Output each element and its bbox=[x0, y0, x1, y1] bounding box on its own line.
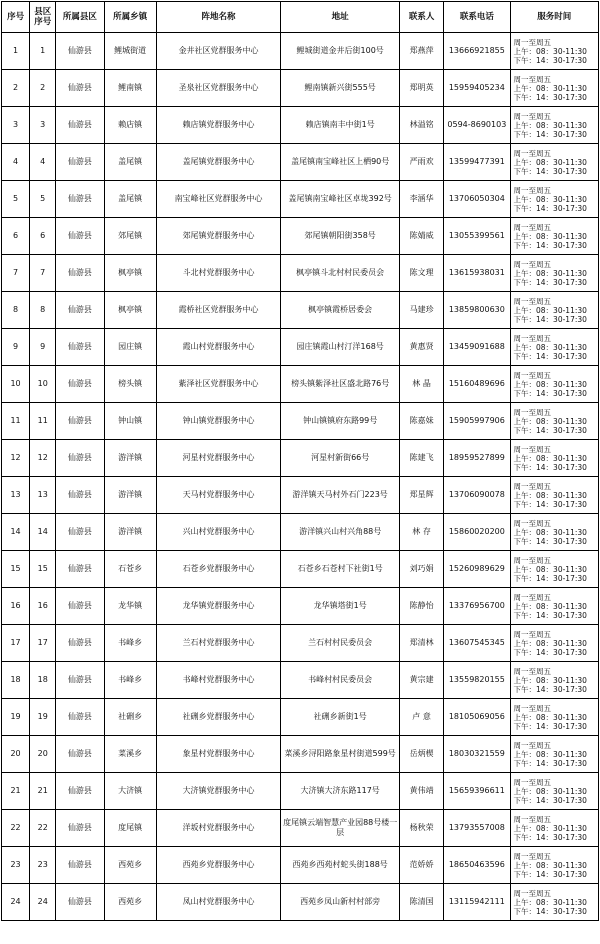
cell-county: 仙游县 bbox=[56, 551, 104, 588]
cell-site-name: 兴山村党群服务中心 bbox=[156, 514, 281, 551]
cell-no: 11 bbox=[2, 403, 30, 440]
cell-phone: 15659396611 bbox=[444, 773, 510, 810]
table-row bbox=[2, 329, 599, 366]
table-row bbox=[2, 33, 599, 70]
cell-phone: 13459091688 bbox=[444, 329, 510, 366]
cell-hours: 周一至周五 上午：08：30-11:30 下午：14：30-17:30 bbox=[510, 181, 598, 218]
cell-address: 兰石村村民委员会 bbox=[281, 625, 400, 662]
cell-address: 菜溪乡浔阳路象星村街道599号 bbox=[281, 736, 400, 773]
cell-phone: 13859800630 bbox=[444, 292, 510, 329]
cell-county: 仙游县 bbox=[56, 70, 104, 107]
cell-hours: 周一至周五 上午：08：30-11:30 下午：14：30-17:30 bbox=[510, 736, 598, 773]
cell-site-name: 象星村党群服务中心 bbox=[156, 736, 281, 773]
cell-hours: 周一至周五 上午：08：30-11:30 下午：14：30-17:30 bbox=[510, 329, 598, 366]
cell-town: 钟山镇 bbox=[104, 403, 156, 440]
cell-county: 仙游县 bbox=[56, 625, 104, 662]
cell-address: 盖尾镇南宝峰社区卓垅392号 bbox=[281, 181, 400, 218]
cell-address: 枫亭镇霞桥居委会 bbox=[281, 292, 400, 329]
header-town: 所属乡镇 bbox=[104, 2, 156, 33]
cell-address: 社硎乡新街1号 bbox=[281, 699, 400, 736]
cell-hours: 周一至周五 上午：08：30-11:30 下午：14：30-17:30 bbox=[510, 773, 598, 810]
cell-county-no: 6 bbox=[30, 218, 56, 255]
cell-hours: 周一至周五 上午：08：30-11:30 下午：14：30-17:30 bbox=[510, 292, 598, 329]
cell-contact: 黄宗建 bbox=[399, 662, 443, 699]
cell-town: 度尾镇 bbox=[104, 810, 156, 847]
cell-town: 枫亭镇 bbox=[104, 255, 156, 292]
cell-town: 园庄镇 bbox=[104, 329, 156, 366]
cell-site-name: 石苍乡党群服务中心 bbox=[156, 551, 281, 588]
cell-site-name: 河星村党群服务中心 bbox=[156, 440, 281, 477]
cell-contact: 陈文理 bbox=[399, 255, 443, 292]
cell-phone: 15905997906 bbox=[444, 403, 510, 440]
cell-county: 仙游县 bbox=[56, 884, 104, 921]
cell-address: 鲤城街道金井后街100号 bbox=[281, 33, 400, 70]
cell-no: 8 bbox=[2, 292, 30, 329]
cell-contact: 陈建飞 bbox=[399, 440, 443, 477]
cell-county-no: 24 bbox=[30, 884, 56, 921]
cell-contact: 陈婧威 bbox=[399, 218, 443, 255]
cell-county: 仙游县 bbox=[56, 144, 104, 181]
cell-contact: 刘巧娟 bbox=[399, 551, 443, 588]
table-row bbox=[2, 699, 599, 736]
cell-county-no: 23 bbox=[30, 847, 56, 884]
cell-hours: 周一至周五 上午：08：30-11:30 下午：14：30-17:30 bbox=[510, 514, 598, 551]
table-row bbox=[2, 551, 599, 588]
cell-no: 15 bbox=[2, 551, 30, 588]
cell-phone: 13376956700 bbox=[444, 588, 510, 625]
cell-contact: 严雨欢 bbox=[399, 144, 443, 181]
cell-hours: 周一至周五 上午：08：30-11:30 下午：14：30-17:30 bbox=[510, 403, 598, 440]
cell-site-name: 霞桥社区党群服务中心 bbox=[156, 292, 281, 329]
cell-town: 书峰乡 bbox=[104, 625, 156, 662]
cell-county: 仙游县 bbox=[56, 736, 104, 773]
cell-phone: 18105069056 bbox=[444, 699, 510, 736]
cell-site-name: 斗北村党群服务中心 bbox=[156, 255, 281, 292]
cell-hours: 周一至周五 上午：08：30-11:30 下午：14：30-17:30 bbox=[510, 440, 598, 477]
cell-county-no: 10 bbox=[30, 366, 56, 403]
cell-site-name: 社硎乡党群服务中心 bbox=[156, 699, 281, 736]
cell-site-name: 书峰村党群服务中心 bbox=[156, 662, 281, 699]
cell-site-name: 郊尾镇党群服务中心 bbox=[156, 218, 281, 255]
cell-contact: 陈清国 bbox=[399, 884, 443, 921]
cell-county-no: 20 bbox=[30, 736, 56, 773]
cell-town: 西苑乡 bbox=[104, 847, 156, 884]
table-row bbox=[2, 662, 599, 699]
cell-contact: 郑明英 bbox=[399, 70, 443, 107]
cell-phone: 15959405234 bbox=[444, 70, 510, 107]
cell-phone: 15860020200 bbox=[444, 514, 510, 551]
cell-phone: 13615938031 bbox=[444, 255, 510, 292]
cell-contact: 马建珍 bbox=[399, 292, 443, 329]
cell-no: 5 bbox=[2, 181, 30, 218]
header-county-no: 县区序号 bbox=[30, 2, 56, 33]
cell-site-name: 南宝峰社区党群服务中心 bbox=[156, 181, 281, 218]
cell-contact: 黄伟靖 bbox=[399, 773, 443, 810]
cell-county: 仙游县 bbox=[56, 107, 104, 144]
cell-contact: 郑燕萍 bbox=[399, 33, 443, 70]
cell-site-name: 紫泽社区党群服务中心 bbox=[156, 366, 281, 403]
cell-town: 龙华镇 bbox=[104, 588, 156, 625]
header-contact: 联系人 bbox=[399, 2, 443, 33]
cell-hours: 周一至周五 上午：08：30-11:30 下午：14：30-17:30 bbox=[510, 810, 598, 847]
cell-town: 书峰乡 bbox=[104, 662, 156, 699]
table-row bbox=[2, 440, 599, 477]
table-row bbox=[2, 255, 599, 292]
cell-county-no: 21 bbox=[30, 773, 56, 810]
cell-contact: 卢 意 bbox=[399, 699, 443, 736]
cell-town: 菜溪乡 bbox=[104, 736, 156, 773]
table-row bbox=[2, 847, 599, 884]
cell-phone: 15260989629 bbox=[444, 551, 510, 588]
cell-town: 游洋镇 bbox=[104, 514, 156, 551]
cell-phone: 13793557008 bbox=[444, 810, 510, 847]
cell-no: 13 bbox=[2, 477, 30, 514]
table-row bbox=[2, 514, 599, 551]
cell-site-name: 西苑乡党群服务中心 bbox=[156, 847, 281, 884]
cell-address: 度尾镇云端智慧产业园88号楼一层 bbox=[281, 810, 400, 847]
cell-no: 21 bbox=[2, 773, 30, 810]
table-row bbox=[2, 477, 599, 514]
cell-hours: 周一至周五 上午：08：30-11:30 下午：14：30-17:30 bbox=[510, 551, 598, 588]
cell-town: 郊尾镇 bbox=[104, 218, 156, 255]
cell-address: 榜头镇紫泽社区盛北路76号 bbox=[281, 366, 400, 403]
cell-no: 14 bbox=[2, 514, 30, 551]
cell-phone: 13055399561 bbox=[444, 218, 510, 255]
cell-hours: 周一至周五 上午：08：30-11:30 下午：14：30-17:30 bbox=[510, 255, 598, 292]
cell-county: 仙游县 bbox=[56, 477, 104, 514]
cell-address: 书峰村村民委员会 bbox=[281, 662, 400, 699]
cell-address: 园庄镇霞山村汀洋168号 bbox=[281, 329, 400, 366]
cell-no: 17 bbox=[2, 625, 30, 662]
cell-hours: 周一至周五 上午：08：30-11:30 下午：14：30-17:30 bbox=[510, 33, 598, 70]
cell-no: 20 bbox=[2, 736, 30, 773]
cell-phone: 13706090078 bbox=[444, 477, 510, 514]
cell-county-no: 5 bbox=[30, 181, 56, 218]
table-row bbox=[2, 181, 599, 218]
cell-no: 6 bbox=[2, 218, 30, 255]
cell-address: 钟山镇镇府东路99号 bbox=[281, 403, 400, 440]
cell-address: 西苑乡凤山新村村部旁 bbox=[281, 884, 400, 921]
cell-town: 游洋镇 bbox=[104, 440, 156, 477]
cell-hours: 周一至周五 上午：08：30-11:30 下午：14：30-17:30 bbox=[510, 847, 598, 884]
cell-no: 1 bbox=[2, 33, 30, 70]
header-site-name: 阵地名称 bbox=[156, 2, 281, 33]
cell-phone: 15160489696 bbox=[444, 366, 510, 403]
cell-town: 石苍乡 bbox=[104, 551, 156, 588]
cell-contact: 林 存 bbox=[399, 514, 443, 551]
cell-phone: 13666921855 bbox=[444, 33, 510, 70]
table-row bbox=[2, 810, 599, 847]
table-row bbox=[2, 70, 599, 107]
cell-county: 仙游县 bbox=[56, 366, 104, 403]
cell-no: 16 bbox=[2, 588, 30, 625]
cell-county-no: 2 bbox=[30, 70, 56, 107]
cell-county: 仙游县 bbox=[56, 662, 104, 699]
cell-town: 榜头镇 bbox=[104, 366, 156, 403]
cell-address: 大济镇大济东路117号 bbox=[281, 773, 400, 810]
cell-town: 盖尾镇 bbox=[104, 181, 156, 218]
cell-site-name: 大济镇党群服务中心 bbox=[156, 773, 281, 810]
cell-county: 仙游县 bbox=[56, 773, 104, 810]
cell-county: 仙游县 bbox=[56, 329, 104, 366]
cell-no: 12 bbox=[2, 440, 30, 477]
cell-hours: 周一至周五 上午：08：30-11:30 下午：14：30-17:30 bbox=[510, 218, 598, 255]
cell-town: 盖尾镇 bbox=[104, 144, 156, 181]
cell-address: 龙华镇塔街1号 bbox=[281, 588, 400, 625]
cell-address: 游洋镇兴山村兴角88号 bbox=[281, 514, 400, 551]
cell-town: 鲤南镇 bbox=[104, 70, 156, 107]
cell-county: 仙游县 bbox=[56, 810, 104, 847]
cell-county: 仙游县 bbox=[56, 699, 104, 736]
cell-town: 西苑乡 bbox=[104, 884, 156, 921]
cell-no: 3 bbox=[2, 107, 30, 144]
table-row bbox=[2, 773, 599, 810]
cell-county: 仙游县 bbox=[56, 440, 104, 477]
cell-hours: 周一至周五 上午：08：30-11:30 下午：14：30-17:30 bbox=[510, 662, 598, 699]
cell-address: 郊尾镇朝阳街358号 bbox=[281, 218, 400, 255]
cell-county-no: 18 bbox=[30, 662, 56, 699]
cell-county-no: 19 bbox=[30, 699, 56, 736]
header-no: 序号 bbox=[2, 2, 30, 33]
cell-address: 游洋镇天马村外石门223号 bbox=[281, 477, 400, 514]
cell-hours: 周一至周五 上午：08：30-11:30 下午：14：30-17:30 bbox=[510, 625, 598, 662]
cell-town: 赖店镇 bbox=[104, 107, 156, 144]
header-phone: 联系电话 bbox=[444, 2, 510, 33]
table-row bbox=[2, 218, 599, 255]
cell-phone: 13559820155 bbox=[444, 662, 510, 699]
table-row bbox=[2, 144, 599, 181]
cell-contact: 郑清林 bbox=[399, 625, 443, 662]
cell-county-no: 1 bbox=[30, 33, 56, 70]
cell-hours: 周一至周五 上午：08：30-11:30 下午：14：30-17:30 bbox=[510, 588, 598, 625]
cell-contact: 林溢铭 bbox=[399, 107, 443, 144]
cell-county-no: 22 bbox=[30, 810, 56, 847]
cell-no: 9 bbox=[2, 329, 30, 366]
cell-site-name: 凤山村党群服务中心 bbox=[156, 884, 281, 921]
cell-county-no: 9 bbox=[30, 329, 56, 366]
cell-contact: 岳炳楔 bbox=[399, 736, 443, 773]
cell-phone: 13599477391 bbox=[444, 144, 510, 181]
cell-phone: 13115942111 bbox=[444, 884, 510, 921]
cell-hours: 周一至周五 上午：08：30-11:30 下午：14：30-17:30 bbox=[510, 70, 598, 107]
header-hours: 服务时间 bbox=[510, 2, 598, 33]
cell-county-no: 12 bbox=[30, 440, 56, 477]
cell-address: 盖尾镇南宝峰社区上栖90号 bbox=[281, 144, 400, 181]
header-row bbox=[2, 2, 599, 33]
table-row bbox=[2, 588, 599, 625]
cell-hours: 周一至周五 上午：08：30-11:30 下午：14：30-17:30 bbox=[510, 107, 598, 144]
cell-contact: 陈嘉妹 bbox=[399, 403, 443, 440]
cell-county: 仙游县 bbox=[56, 588, 104, 625]
cell-no: 10 bbox=[2, 366, 30, 403]
table-row bbox=[2, 625, 599, 662]
cell-no: 19 bbox=[2, 699, 30, 736]
cell-county: 仙游县 bbox=[56, 403, 104, 440]
table-row bbox=[2, 403, 599, 440]
cell-site-name: 天马村党群服务中心 bbox=[156, 477, 281, 514]
cell-no: 22 bbox=[2, 810, 30, 847]
cell-county: 仙游县 bbox=[56, 33, 104, 70]
cell-county-no: 11 bbox=[30, 403, 56, 440]
cell-contact: 杨秋荣 bbox=[399, 810, 443, 847]
table-row bbox=[2, 107, 599, 144]
cell-hours: 周一至周五 上午：08：30-11:30 下午：14：30-17:30 bbox=[510, 366, 598, 403]
cell-county: 仙游县 bbox=[56, 292, 104, 329]
cell-county-no: 7 bbox=[30, 255, 56, 292]
cell-site-name: 龙华镇党群服务中心 bbox=[156, 588, 281, 625]
cell-phone: 0594-8690103 bbox=[444, 107, 510, 144]
cell-county-no: 16 bbox=[30, 588, 56, 625]
cell-county-no: 15 bbox=[30, 551, 56, 588]
cell-phone: 13607545345 bbox=[444, 625, 510, 662]
table-row bbox=[2, 884, 599, 921]
cell-contact: 李涵华 bbox=[399, 181, 443, 218]
cell-town: 鲤城街道 bbox=[104, 33, 156, 70]
cell-phone: 18959527899 bbox=[444, 440, 510, 477]
cell-contact: 范娇娇 bbox=[399, 847, 443, 884]
cell-hours: 周一至周五 上午：08：30-11:30 下午：14：30-17:30 bbox=[510, 477, 598, 514]
cell-address: 石苍乡石苍村下社街1号 bbox=[281, 551, 400, 588]
table-row bbox=[2, 366, 599, 403]
cell-address: 枫亭镇斗北村村民委员会 bbox=[281, 255, 400, 292]
cell-town: 游洋镇 bbox=[104, 477, 156, 514]
cell-no: 2 bbox=[2, 70, 30, 107]
cell-address: 西苑乡西苑村蛇头街188号 bbox=[281, 847, 400, 884]
cell-no: 18 bbox=[2, 662, 30, 699]
cell-town: 大济镇 bbox=[104, 773, 156, 810]
table-body bbox=[2, 33, 599, 921]
cell-county: 仙游县 bbox=[56, 847, 104, 884]
cell-site-name: 钟山镇党群服务中心 bbox=[156, 403, 281, 440]
cell-site-name: 金井社区党群服务中心 bbox=[156, 33, 281, 70]
cell-address: 鲤南镇新兴街555号 bbox=[281, 70, 400, 107]
cell-no: 24 bbox=[2, 884, 30, 921]
cell-county: 仙游县 bbox=[56, 514, 104, 551]
cell-site-name: 圣泉社区党群服务中心 bbox=[156, 70, 281, 107]
cell-phone: 18030321559 bbox=[444, 736, 510, 773]
cell-county-no: 13 bbox=[30, 477, 56, 514]
cell-town: 枫亭镇 bbox=[104, 292, 156, 329]
cell-county-no: 17 bbox=[30, 625, 56, 662]
cell-hours: 周一至周五 上午：08：30-11:30 下午：14：30-17:30 bbox=[510, 884, 598, 921]
cell-county-no: 14 bbox=[30, 514, 56, 551]
cell-contact: 黄惠贤 bbox=[399, 329, 443, 366]
cell-contact: 林 晶 bbox=[399, 366, 443, 403]
cell-site-name: 兰石村党群服务中心 bbox=[156, 625, 281, 662]
cell-county-no: 4 bbox=[30, 144, 56, 181]
cell-hours: 周一至周五 上午：08：30-11:30 下午：14：30-17:30 bbox=[510, 699, 598, 736]
cell-town: 社硎乡 bbox=[104, 699, 156, 736]
cell-county-no: 3 bbox=[30, 107, 56, 144]
cell-no: 4 bbox=[2, 144, 30, 181]
service-site-table bbox=[1, 1, 599, 921]
header-address: 地址 bbox=[281, 2, 400, 33]
cell-contact: 陈静怡 bbox=[399, 588, 443, 625]
table-row bbox=[2, 736, 599, 773]
cell-site-name: 洋坂村党群服务中心 bbox=[156, 810, 281, 847]
cell-county: 仙游县 bbox=[56, 181, 104, 218]
cell-site-name: 霞山村党群服务中心 bbox=[156, 329, 281, 366]
cell-site-name: 盖尾镇党群服务中心 bbox=[156, 144, 281, 181]
cell-county-no: 8 bbox=[30, 292, 56, 329]
header-county: 所属县区 bbox=[56, 2, 104, 33]
cell-county: 仙游县 bbox=[56, 218, 104, 255]
cell-site-name: 赖店镇党群服务中心 bbox=[156, 107, 281, 144]
cell-contact: 郑星辉 bbox=[399, 477, 443, 514]
cell-hours: 周一至周五 上午：08：30-11:30 下午：14：30-17:30 bbox=[510, 144, 598, 181]
cell-no: 7 bbox=[2, 255, 30, 292]
cell-phone: 18650463596 bbox=[444, 847, 510, 884]
cell-phone: 13706050304 bbox=[444, 181, 510, 218]
cell-address: 赖店镇南丰中街1号 bbox=[281, 107, 400, 144]
table-row bbox=[2, 292, 599, 329]
cell-county: 仙游县 bbox=[56, 255, 104, 292]
cell-address: 河星村新街66号 bbox=[281, 440, 400, 477]
cell-no: 23 bbox=[2, 847, 30, 884]
